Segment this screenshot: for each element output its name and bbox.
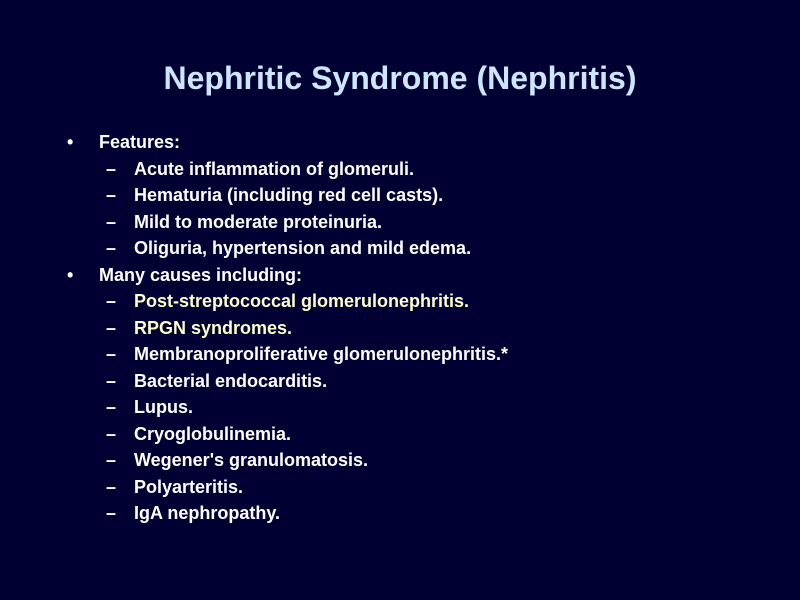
sub-bullet-item [0, 156, 800, 183]
dash-marker: – [106, 185, 117, 205]
sub-bullet-item [0, 421, 800, 448]
bullet-text: Bacterial endocarditis. [134, 370, 328, 391]
sub-bullet-item [0, 235, 800, 262]
dash-marker: – [106, 503, 117, 523]
bullet-text: Post-streptococcal glomerulonephritis. [134, 291, 470, 311]
bullet-item [0, 129, 800, 156]
slide-title: Nephritic Syndrome (Nephritis) [163, 60, 637, 96]
dash-marker: – [106, 423, 117, 444]
sub-bullet-item [0, 394, 800, 421]
bullet-text: Many causes including: [99, 264, 303, 285]
bullet-text: Acute inflammation of glomeruli. [134, 158, 415, 179]
dash-marker: – [106, 317, 117, 338]
bullet-text: Mild to moderate proteinuria. [134, 211, 383, 232]
sub-bullet-item [0, 209, 800, 236]
dash-marker: – [106, 450, 117, 470]
bullet-text: Features: [99, 132, 181, 152]
bullet-list [0, 129, 800, 527]
dash-marker: – [106, 397, 117, 417]
dash-marker: – [106, 370, 117, 391]
dash-marker: – [106, 344, 117, 364]
dash-marker: – [106, 291, 117, 311]
bullet-text: Lupus. [134, 397, 193, 417]
sub-bullet-item [0, 474, 800, 501]
bullet-text: IgA nephropathy. [134, 503, 280, 523]
dash-marker: – [106, 211, 117, 232]
bullet-text: Membranoproliferative glomerulonephritis.* [134, 344, 509, 364]
dash-marker: – [106, 238, 117, 258]
bullet-item [0, 262, 800, 289]
dash-marker: – [106, 476, 117, 497]
sub-bullet-item [0, 368, 800, 395]
sub-bullet-item [0, 315, 800, 342]
sub-bullet-item [0, 447, 800, 474]
bullet-marker: • [67, 264, 74, 285]
bullet-text: Polyarteritis. [134, 476, 244, 497]
bullet-text: Oliguria, hypertension and mild edema. [134, 238, 472, 258]
dash-marker: – [106, 158, 117, 179]
bullet-text: Wegener's granulomatosis. [134, 450, 369, 470]
sub-bullet-item [0, 182, 800, 209]
sub-bullet-item [0, 288, 800, 315]
bullet-text: Hematuria (including red cell casts). [134, 185, 444, 205]
bullet-marker: • [67, 132, 74, 152]
sub-bullet-item [0, 500, 800, 527]
sub-bullet-item [0, 341, 800, 368]
bullet-text: RPGN syndromes. [134, 317, 293, 338]
bullet-text: Cryoglobulinemia. [134, 423, 292, 444]
